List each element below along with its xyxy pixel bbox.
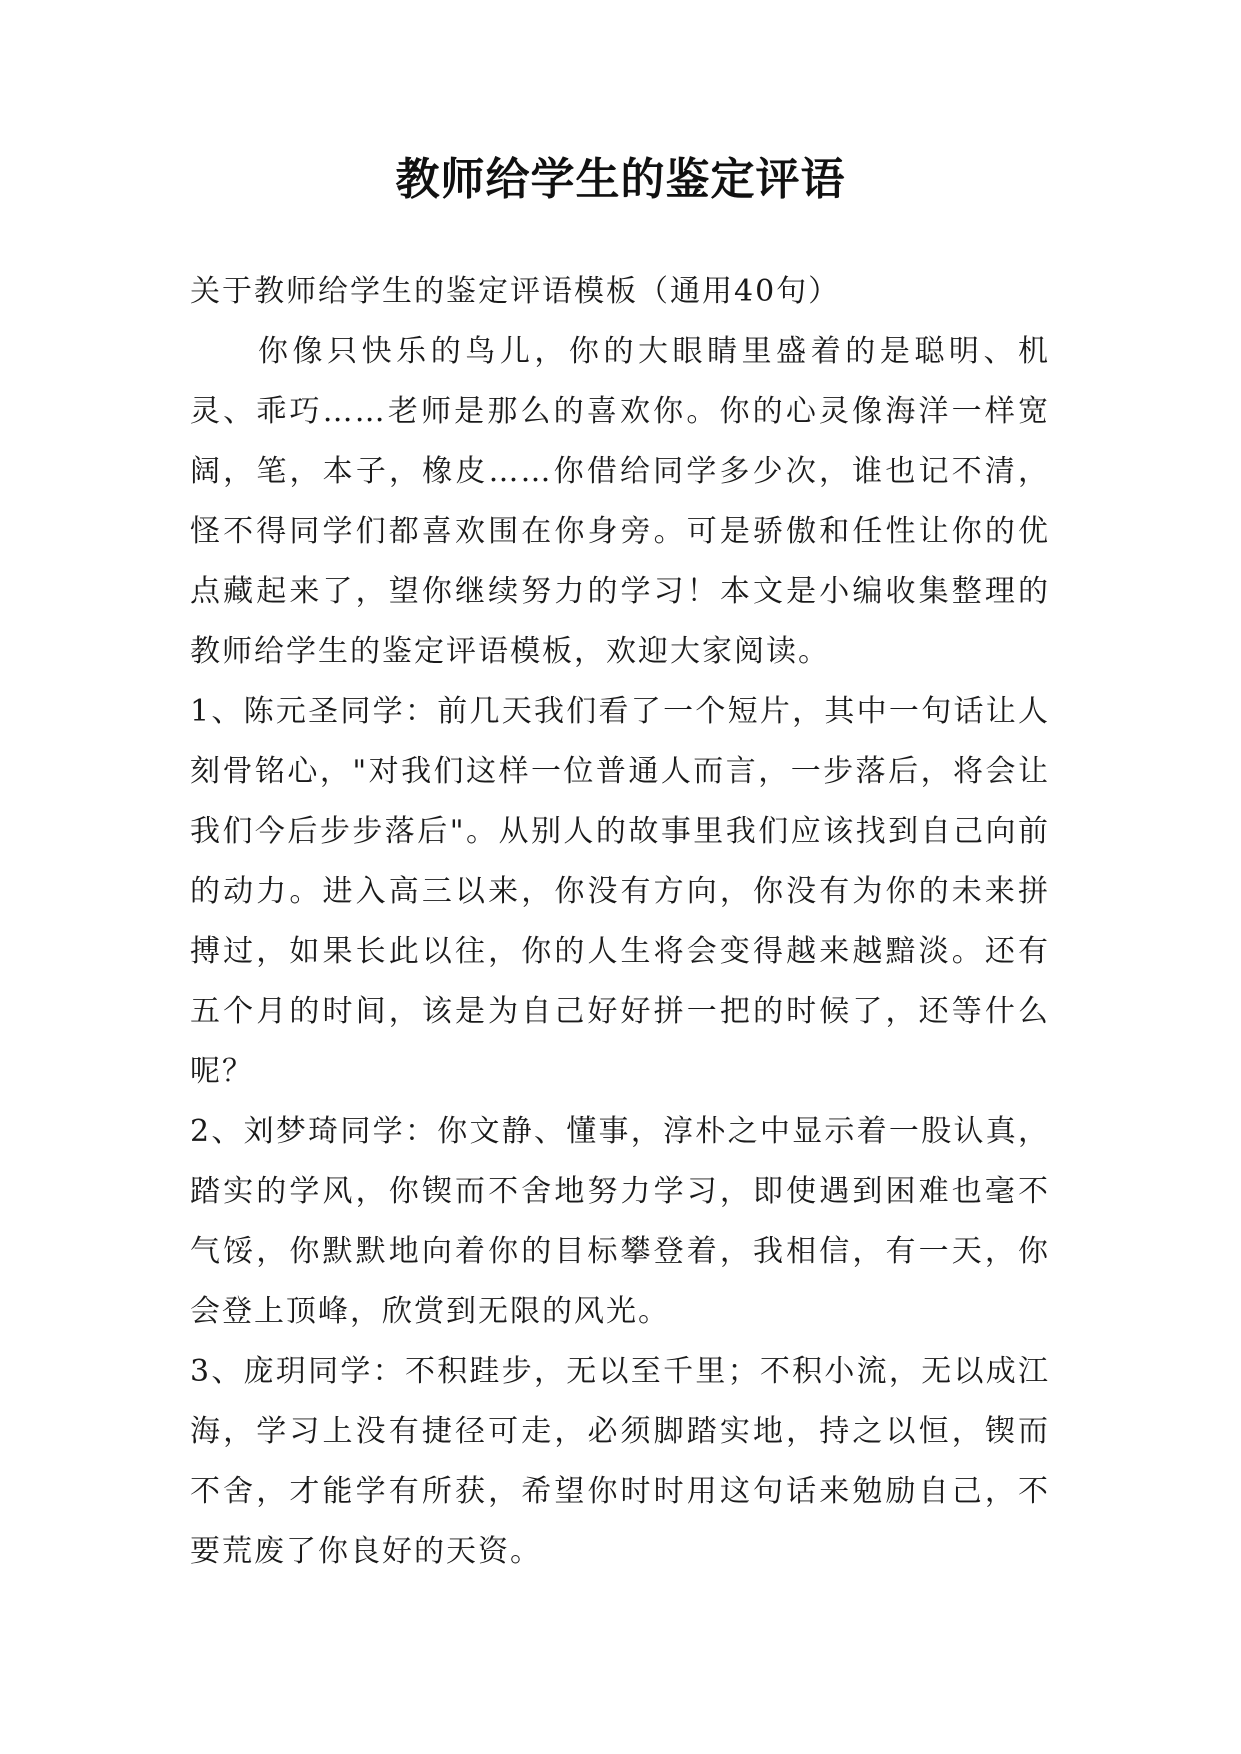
subtitle: 关于教师给学生的鉴定评语模板（通用40句） — [190, 274, 841, 309]
comment-item-2: 2、刘梦琦同学：你文静、懂事，淳朴之中显示着一股认真，踏实的学风，你锲而不舍地努力学习，即使遇到困难也毫不气馁，你默默地向着你的目标攀登着，我相信，有一天，你会登上顶峰，欣赏到无限的风光。 — [190, 1114, 1050, 1329]
comment-item-1: 1、陈元圣同学：前几天我们看了一个短片，其中一句话让人刻骨铭心，"对我们这样一位普通人而言，一步落后，将会让我们今后步步落后"。从别人的故事里我们应该找到自己向前的动力。进入高三以来，你没有方向，你没有为你的未来拼搏过，如果长此以往，你的人生将会变得越来越黯淡。还有五个月的时间，该是为自己好好拼一把的时候了，还等什么呢？ — [190, 694, 1050, 1089]
intro-paragraph: 你像只快乐的鸟儿，你的大眼睛里盛着的是聪明、机灵、乖巧……老师是那么的喜欢你。你的心灵像海洋一样宽阔，笔，本子，橡皮……你借给同学多少次，谁也记不清，怪不得同学们都喜欢围在你身旁。可是骄傲和任性让你的优点藏起来了，望你继续努力的学习！本文是小编收集整理的教师给学生的鉴定评语模板，欢迎大家阅读。 — [190, 334, 1050, 669]
comment-item-3: 3、庞玥同学：不积跬步，无以至千里；不积小流，无以成江海，学习上没有捷径可走，必须脚踏实地，持之以恒，锲而不舍，才能学有所获，希望你时时用这句话来勉励自己，不要荒废了你良好的天资。 — [190, 1354, 1050, 1569]
page-title: 教师给学生的鉴定评语 — [395, 154, 846, 205]
document-body — [190, 262, 1050, 1582]
